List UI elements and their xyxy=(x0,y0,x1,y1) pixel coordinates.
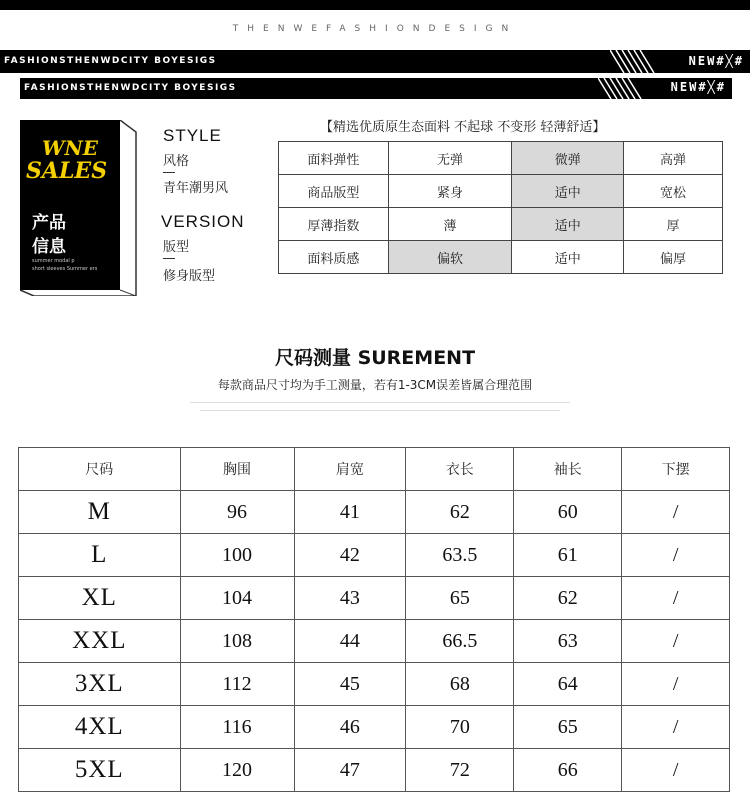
size-header-cell: 尺码 xyxy=(19,448,181,491)
band-right-text: NEW#╳# xyxy=(670,80,726,94)
size-label: XXL xyxy=(19,620,181,663)
stripes-decoration xyxy=(610,50,660,73)
size-value: 44 xyxy=(294,620,406,663)
feature-row xyxy=(279,241,723,274)
stripes-decoration xyxy=(598,78,648,99)
size-value: / xyxy=(622,663,730,706)
size-value: 60 xyxy=(514,491,622,534)
size-value: 100 xyxy=(180,534,294,577)
measurement-title: 尺码测量 SUREMENT xyxy=(274,347,476,369)
size-header-cell: 肩宽 xyxy=(294,448,406,491)
feature-option-selected: 微弹 xyxy=(512,142,624,175)
size-value: 43 xyxy=(294,577,406,620)
size-value: 66.5 xyxy=(406,620,514,663)
brand-band-second xyxy=(20,78,732,99)
style-label-en: STYLE xyxy=(163,126,222,145)
features-title: 【精选优质原生态面料 不起球 不变形 轻薄舒适】 xyxy=(320,120,606,135)
size-row xyxy=(19,620,730,663)
size-value: 104 xyxy=(180,577,294,620)
feature-option: 无弹 xyxy=(388,142,512,175)
size-value: 45 xyxy=(294,663,406,706)
size-value: 66 xyxy=(514,749,622,792)
size-label: M xyxy=(19,491,181,534)
feature-option-selected: 适中 xyxy=(512,208,624,241)
size-value: / xyxy=(622,620,730,663)
box-title-line2: 信息 xyxy=(32,237,66,257)
size-value: 62 xyxy=(406,491,514,534)
size-header-row xyxy=(19,448,730,491)
size-label: 3XL xyxy=(19,663,181,706)
size-row xyxy=(19,577,730,620)
faint-rule xyxy=(190,402,570,403)
size-value: 116 xyxy=(180,706,294,749)
size-value: 61 xyxy=(514,534,622,577)
feature-label: 面料质感 xyxy=(279,241,389,274)
size-label: 4XL xyxy=(19,706,181,749)
size-value: 65 xyxy=(406,577,514,620)
size-value: 47 xyxy=(294,749,406,792)
version-value: 修身版型 xyxy=(163,269,216,284)
size-header-cell: 下摆 xyxy=(622,448,730,491)
feature-row xyxy=(279,175,723,208)
size-value: 68 xyxy=(406,663,514,706)
size-value: / xyxy=(622,749,730,792)
size-value: 112 xyxy=(180,663,294,706)
top-bar xyxy=(0,0,750,10)
size-value: 41 xyxy=(294,491,406,534)
size-header-cell: 胸围 xyxy=(180,448,294,491)
feature-row xyxy=(279,142,723,175)
brand-spaced-title: THENWEFASHIONDESIGN xyxy=(232,24,518,34)
size-value: 46 xyxy=(294,706,406,749)
size-label: L xyxy=(19,534,181,577)
faint-rule xyxy=(200,410,560,411)
size-value: 64 xyxy=(514,663,622,706)
feature-label: 面料弹性 xyxy=(279,142,389,175)
size-header-cell: 衣长 xyxy=(406,448,514,491)
box-small-text: summer modal p xyxy=(32,258,75,264)
size-row xyxy=(19,749,730,792)
size-value: 62 xyxy=(514,577,622,620)
size-value: 65 xyxy=(514,706,622,749)
logo-line1: WNE xyxy=(42,136,98,160)
size-label: XL xyxy=(19,577,181,620)
size-value: 70 xyxy=(406,706,514,749)
feature-option-selected: 偏软 xyxy=(388,241,512,274)
feature-option: 紧身 xyxy=(388,175,512,208)
feature-option: 薄 xyxy=(388,208,512,241)
size-table xyxy=(18,447,730,792)
feature-option: 适中 xyxy=(512,241,624,274)
size-value: / xyxy=(622,577,730,620)
brand-band-top xyxy=(0,50,750,73)
feature-option: 宽松 xyxy=(624,175,723,208)
feature-option: 厚 xyxy=(624,208,723,241)
feature-label: 商品版型 xyxy=(279,175,389,208)
version-label-cn: 版型 xyxy=(163,240,190,255)
product-info-box xyxy=(20,120,138,296)
size-row xyxy=(19,706,730,749)
band-left-text: FASHIONSTHENWDCITY BOYESIGS xyxy=(4,56,217,66)
version-label-en: VERSION xyxy=(161,212,245,231)
divider xyxy=(163,172,175,173)
size-value: / xyxy=(622,534,730,577)
size-value: 42 xyxy=(294,534,406,577)
band-right-text: NEW#╳# xyxy=(688,54,744,68)
size-value: 63 xyxy=(514,620,622,663)
size-value: 72 xyxy=(406,749,514,792)
logo-line2: SALES xyxy=(26,158,108,184)
feature-label: 厚薄指数 xyxy=(279,208,389,241)
size-value: 63.5 xyxy=(406,534,514,577)
size-value: 96 xyxy=(180,491,294,534)
size-header-cell: 袖长 xyxy=(514,448,622,491)
size-value: 120 xyxy=(180,749,294,792)
band-left-text: FASHIONSTHENWDCITY BOYESIGS xyxy=(24,83,237,93)
box-title-line1: 产品 xyxy=(32,213,66,233)
style-label-cn: 风格 xyxy=(163,154,190,169)
size-row xyxy=(19,534,730,577)
size-value: 108 xyxy=(180,620,294,663)
features-table xyxy=(278,141,723,274)
box-front xyxy=(20,120,120,290)
box-small-text: short sleeves Summer ers xyxy=(32,266,98,272)
size-row xyxy=(19,491,730,534)
feature-option-selected: 适中 xyxy=(512,175,624,208)
size-value: / xyxy=(622,706,730,749)
feature-option: 高弹 xyxy=(624,142,723,175)
divider xyxy=(163,258,175,259)
size-value: / xyxy=(622,491,730,534)
feature-row xyxy=(279,208,723,241)
feature-option: 偏厚 xyxy=(624,241,723,274)
size-row xyxy=(19,663,730,706)
style-value: 青年潮男风 xyxy=(163,181,229,196)
measurement-subtitle: 每款商品尺寸均为手工测量，若有1-3CM误差皆属合理范围 xyxy=(217,378,533,392)
size-label: 5XL xyxy=(19,749,181,792)
